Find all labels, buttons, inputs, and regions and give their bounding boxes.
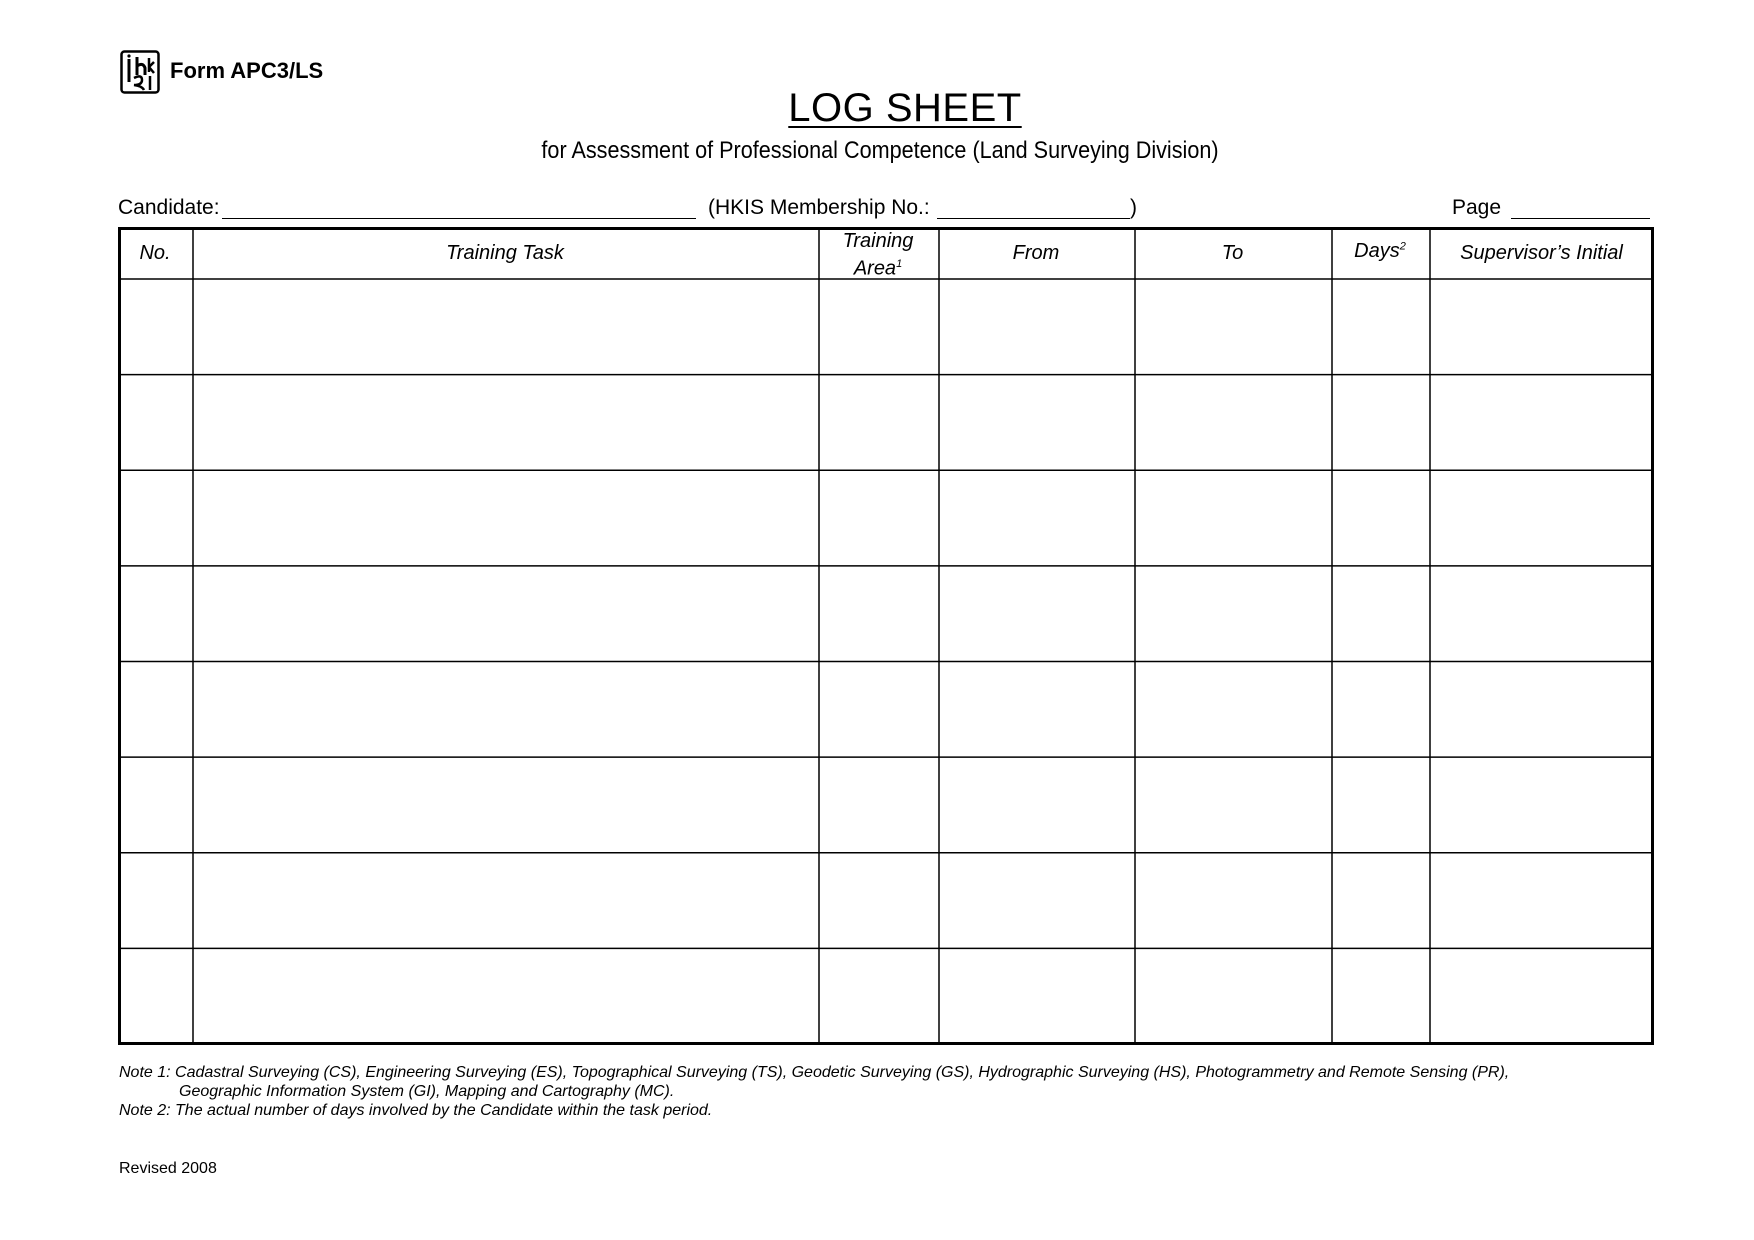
page-subtitle: for Assessment of Professional Competence (Land Surveying Division): [541, 137, 1219, 164]
page-title: LOG SHEET: [788, 86, 1022, 130]
table-cell[interactable]: [1334, 281, 1428, 373]
table-cell[interactable]: [1137, 568, 1330, 660]
table-cell[interactable]: [121, 950, 191, 1042]
table-cell[interactable]: [1137, 281, 1330, 373]
table-cell[interactable]: [121, 472, 191, 564]
table-cell[interactable]: [195, 950, 817, 1042]
form-code: Form APC3/LS: [170, 58, 324, 83]
table-cell[interactable]: [821, 568, 937, 660]
table-cell[interactable]: [195, 281, 817, 373]
table-cell[interactable]: [1432, 472, 1651, 564]
table-cell[interactable]: [1432, 377, 1651, 469]
column-header-from: From: [1012, 242, 1060, 264]
table-cell[interactable]: [1432, 759, 1651, 851]
table-cell[interactable]: [1334, 664, 1428, 756]
column-header-supervisors-initial: Supervisor’s Initial: [1460, 242, 1623, 264]
table-cell[interactable]: [1432, 281, 1651, 373]
table-cell[interactable]: [821, 664, 937, 756]
table-cell[interactable]: [121, 664, 191, 756]
table-row: [121, 472, 1651, 564]
table-cell[interactable]: [1334, 472, 1428, 564]
table-cell[interactable]: [1334, 855, 1428, 947]
table-cell[interactable]: [1137, 664, 1330, 756]
table-row: [121, 855, 1651, 947]
table-row: [121, 568, 1651, 660]
table-cell[interactable]: [941, 759, 1133, 851]
table-cell[interactable]: [821, 281, 937, 373]
revised-date: Revised 2008: [119, 1160, 217, 1177]
table-cell[interactable]: [121, 377, 191, 469]
table-cell[interactable]: [1137, 377, 1330, 469]
column-header-training-task: Training Task: [446, 242, 564, 264]
training-area-line1: Training: [842, 230, 914, 252]
table-header: [118, 227, 1654, 279]
table-cell[interactable]: [941, 281, 1133, 373]
table-cell[interactable]: [1334, 377, 1428, 469]
table-cell[interactable]: [121, 759, 191, 851]
table-cell[interactable]: [1432, 950, 1651, 1042]
table-row: [121, 377, 1651, 469]
table-cell[interactable]: [1334, 568, 1428, 660]
table-row: [121, 664, 1651, 756]
page-number-field[interactable]: [1511, 196, 1650, 219]
table-cell[interactable]: [1137, 759, 1330, 851]
table-row: [121, 759, 1651, 851]
table-cell[interactable]: [941, 950, 1133, 1042]
note-2: Note 2: The actual number of days involved by the Candidate within the task period.: [119, 1102, 713, 1119]
footnote-2-marker: 2: [1399, 240, 1406, 253]
table-cell[interactable]: [1137, 855, 1330, 947]
table-cell[interactable]: [821, 950, 937, 1042]
table-cell[interactable]: [941, 377, 1133, 469]
table-cell[interactable]: [195, 759, 817, 851]
column-header-days: Days$^2$: [1354, 240, 1406, 262]
table-cell[interactable]: [195, 568, 817, 660]
table-cell[interactable]: [1432, 664, 1651, 756]
table-cell[interactable]: [941, 664, 1133, 756]
table-cell[interactable]: [821, 472, 937, 564]
table-cell[interactable]: [1334, 950, 1428, 1042]
column-header-no: No.: [139, 242, 171, 264]
table-cell[interactable]: [121, 855, 191, 947]
candidate-field[interactable]: [222, 196, 696, 219]
table-cell[interactable]: [1432, 568, 1651, 660]
training-area-line2: Area$^1$: [853, 257, 903, 280]
page-label: Page: [1452, 196, 1502, 219]
table-cell[interactable]: [121, 281, 191, 373]
candidate-label: Candidate:: [118, 196, 220, 219]
table-cell[interactable]: [195, 855, 817, 947]
table-cell[interactable]: [195, 377, 817, 469]
table-cell[interactable]: [941, 472, 1133, 564]
table-cell[interactable]: [121, 568, 191, 660]
table-cell[interactable]: [821, 855, 937, 947]
note-1-line-2: Geographic Information System (GI), Mapping and Cartography (MC).: [179, 1083, 675, 1100]
table-cell[interactable]: [1137, 472, 1330, 564]
log-table: [118, 227, 1654, 1045]
membership-close-paren: ): [1130, 196, 1137, 219]
membership-label: (HKIS Membership No.:: [708, 196, 930, 219]
column-header-to: To: [1221, 242, 1244, 264]
table-cell[interactable]: [941, 568, 1133, 660]
table-cell[interactable]: [941, 855, 1133, 947]
table-cell[interactable]: [1137, 950, 1330, 1042]
table-row: [121, 281, 1651, 373]
table-cell[interactable]: [1334, 759, 1428, 851]
table-cell[interactable]: [195, 664, 817, 756]
table-cell[interactable]: [821, 377, 937, 469]
table-cell[interactable]: [821, 759, 937, 851]
table-cell[interactable]: [195, 472, 817, 564]
table-row: [121, 950, 1651, 1042]
table-cell[interactable]: [1432, 855, 1651, 947]
footnote-1-marker: 1: [896, 258, 903, 270]
membership-number-field[interactable]: [937, 196, 1130, 219]
note-1-line-1: Note 1: Cadastral Surveying (CS), Engineering Surveying (ES), Topographical Surveying (TS), Geodetic Surveying (GS), Hydrographic Surveying (HS), Photogrammetry and Remote Sensing (PR),: [119, 1064, 1510, 1081]
column-header-training-area: [818, 230, 938, 281]
